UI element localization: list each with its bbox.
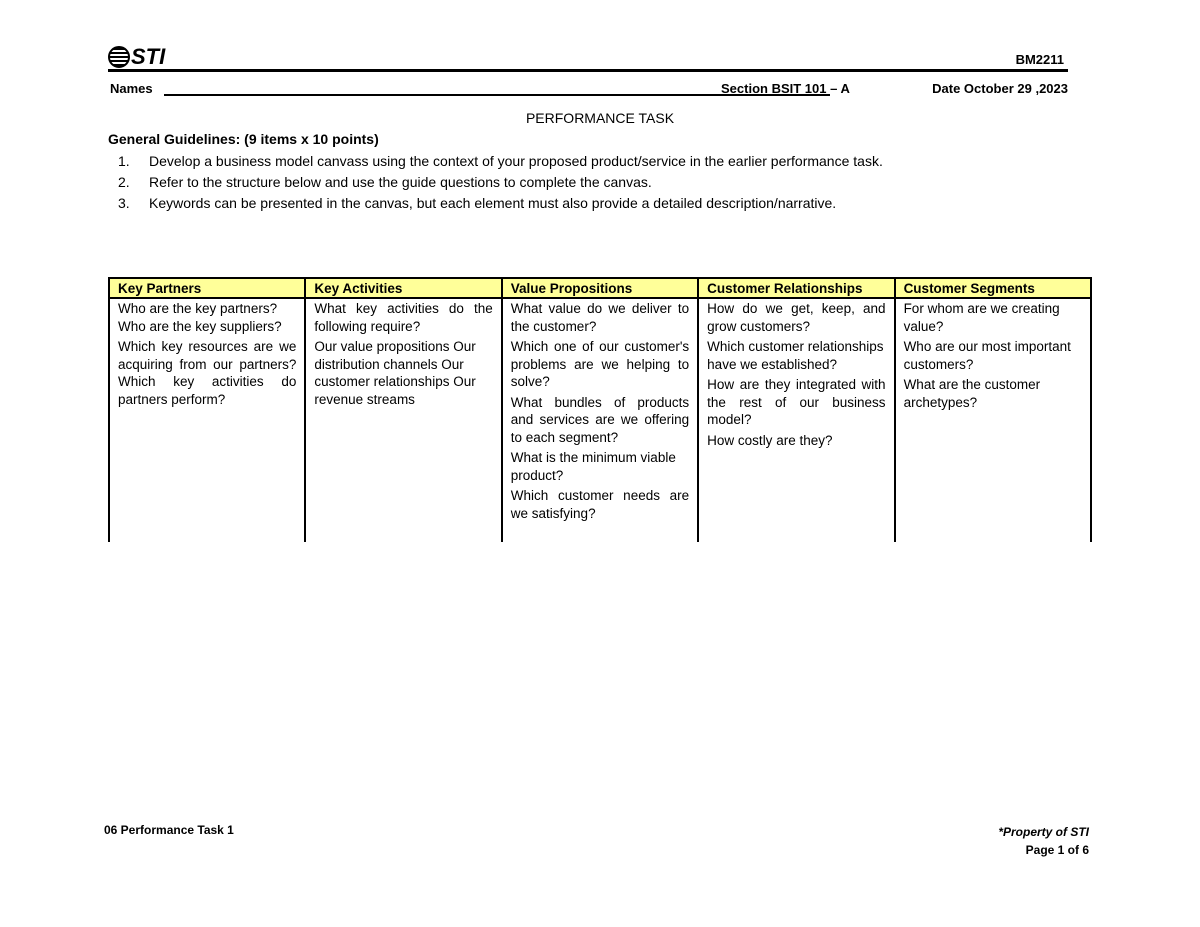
section-field: Section BSIT 101 – A — [721, 81, 850, 96]
header-key-partners: Key Partners — [109, 278, 305, 298]
cell-customer-segments — [895, 298, 1091, 542]
guide-question: What is the minimum viable product? — [510, 450, 676, 483]
guide-question: How are they integrated with the rest of our business model? — [707, 377, 886, 427]
property-notice: *Property of STI — [998, 825, 1089, 839]
header-value-propositions: Value Propositions — [502, 278, 698, 298]
guide-question: What key activities do the following require? — [314, 301, 493, 334]
sti-logo — [108, 44, 165, 70]
footer-right — [998, 823, 1089, 859]
guide-question: Which key resources are we acquiring from our partners? Which key activities do partners perform? — [118, 339, 297, 407]
cell-key-activities — [305, 298, 501, 542]
header-divider — [108, 69, 1068, 72]
guideline-item: 2. Refer to the structure below and use the guide questions to complete the canvas. — [118, 174, 652, 190]
guide-question: Which customer needs are we satisfying? — [510, 488, 690, 521]
globe-icon — [108, 46, 130, 68]
cell-value-propositions — [502, 298, 698, 542]
guide-question: How do we get, keep, and grow customers? — [707, 301, 886, 334]
business-model-canvas-table — [108, 277, 1092, 542]
guide-question: What value do we deliver to the customer? — [510, 301, 690, 334]
guide-question: Who are our most important customers? — [903, 339, 1071, 372]
logo-text: STI — [131, 44, 166, 69]
guideline-item: 1. Develop a business model canvass using the context of your proposed product/service in the earlier performance task. — [118, 153, 883, 169]
guide-question: How costly are they? — [707, 432, 833, 448]
page-number: Page 1 of 6 — [1025, 843, 1089, 857]
header-key-activities: Key Activities — [305, 278, 501, 298]
guide-question: Who are the key partners? Who are the key suppliers? — [118, 301, 282, 334]
cell-key-partners — [109, 298, 305, 542]
header-customer-relationships: Customer Relationships — [698, 278, 894, 298]
guide-question: Which one of our customer's problems are we helping to solve? — [510, 339, 690, 389]
guidelines-list — [118, 151, 908, 214]
guide-question: What are the customer archetypes? — [903, 377, 1041, 410]
table-row — [109, 298, 1091, 542]
guide-question: What bundles of products and services are we offering to each segment? — [510, 394, 690, 445]
table-header-row — [109, 278, 1091, 298]
header-customer-segments: Customer Segments — [895, 278, 1091, 298]
course-code: BM2211 — [1015, 52, 1064, 67]
footer-doc-name: 06 Performance Task 1 — [104, 823, 234, 837]
page-title: PERFORMANCE TASK — [525, 110, 675, 126]
guide-question: Our value propositions Our distribution channels Our customer relationships Our revenue streams — [314, 339, 476, 407]
guidelines-heading: General Guidelines: (9 items x 10 points) — [108, 131, 379, 147]
guideline-item: 3. Keywords can be presented in the canvas, but each element must also provide a detailed description/narrative. — [118, 195, 837, 211]
guide-question: Which customer relationships have we established? — [707, 339, 884, 372]
names-row — [110, 81, 1068, 99]
names-label: Names — [110, 81, 153, 96]
cell-customer-relationships — [698, 298, 894, 542]
guide-question: For whom are we creating value? — [903, 301, 1060, 334]
date-field: Date October 29 ,2023 — [932, 81, 1068, 96]
